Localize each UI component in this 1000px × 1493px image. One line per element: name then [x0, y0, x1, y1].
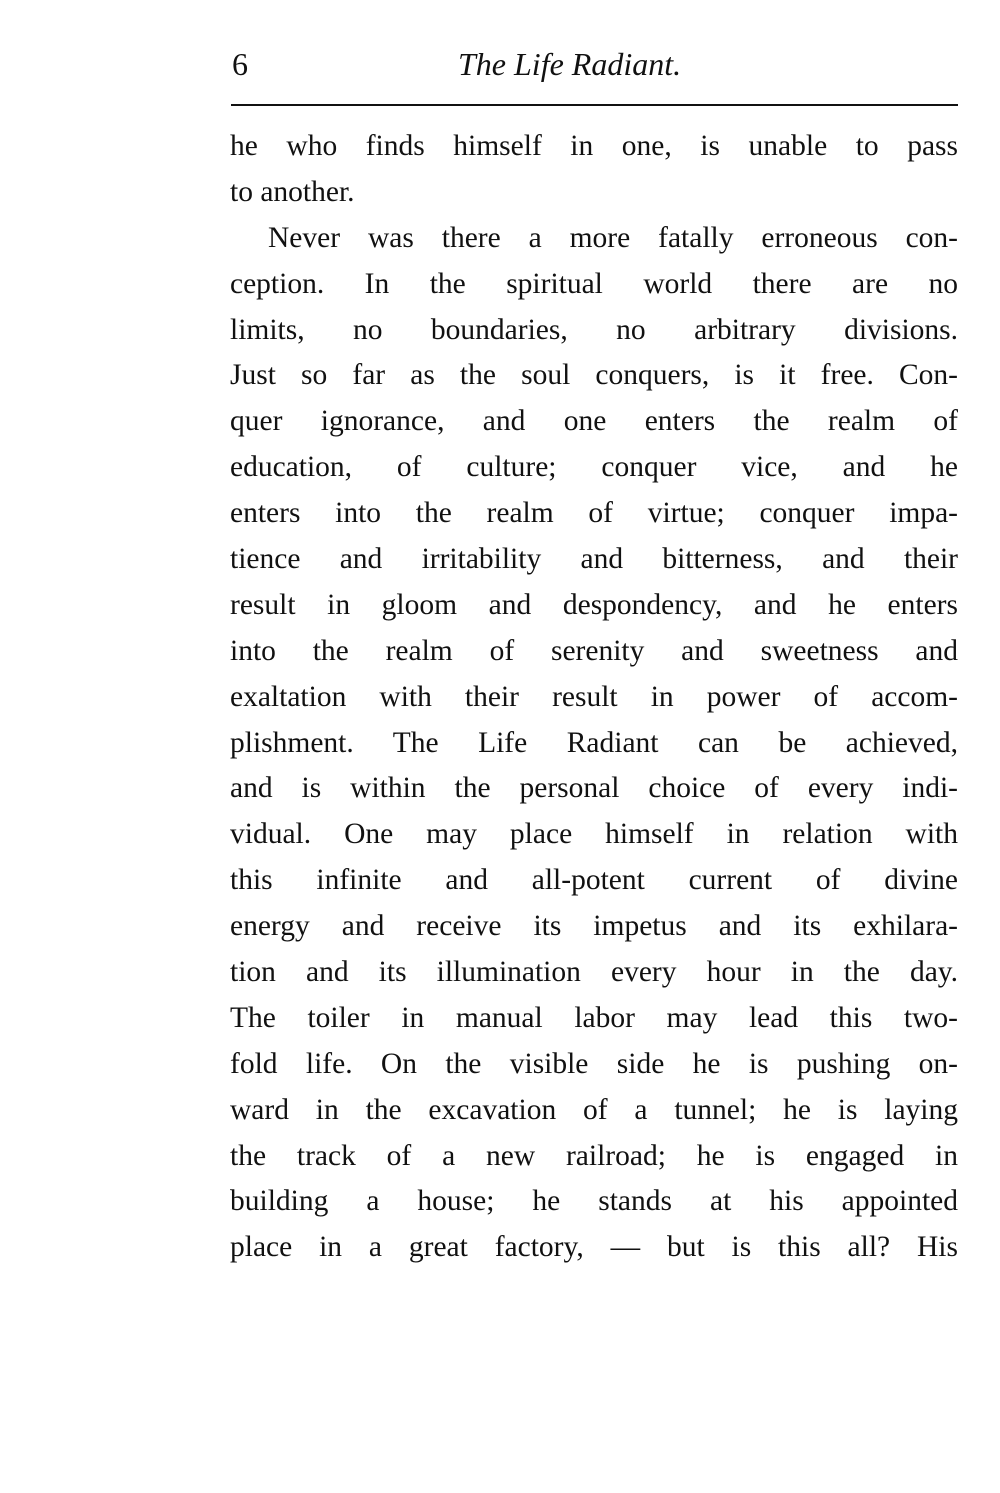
text-line: he who finds himself in one, is unable to pass: [230, 130, 958, 162]
text-line: into the realm of serenity and sweetness and: [230, 634, 958, 667]
body-text: [230, 124, 958, 1271]
text-line: ception. In the spiritual world there are no: [230, 267, 958, 300]
text-line: place in a great factory, — but is this all? His: [230, 1231, 958, 1264]
text-line: energy and receive its impetus and its exhilara-: [230, 910, 958, 943]
page-number: 6: [232, 46, 248, 82]
text-line: vidual. One may place himself in relation with: [230, 818, 958, 851]
text-line: tion and its illumination every hour in the day.: [230, 956, 958, 989]
text-line: plishment. The Life Radiant can be achieved,: [230, 726, 958, 759]
text-line: result in gloom and despondency, and he enters: [230, 588, 958, 621]
text-line: to another.: [230, 175, 355, 208]
running-title: The Life Radiant.: [458, 46, 682, 82]
text-line: building a house; he stands at his appointed: [230, 1185, 958, 1218]
text-line: limits, no boundaries, no arbitrary divisions.: [230, 313, 958, 346]
text-line: fold life. On the visible side he is pushing on-: [230, 1047, 958, 1080]
text-line: exaltation with their result in power of accom-: [230, 680, 958, 713]
text-line: quer ignorance, and one enters the realm of: [230, 405, 958, 438]
paragraph-2: [230, 216, 958, 1271]
text-line: the track of a new railroad; he is engaged in: [230, 1139, 958, 1172]
header-rule: [231, 104, 958, 106]
text-line: The toiler in manual labor may lead this two-: [230, 1001, 958, 1034]
text-line: this infinite and all-potent current of divine: [230, 864, 958, 897]
paragraph-1: [230, 124, 958, 216]
text-line: enters into the realm of virtue; conquer impa-: [230, 497, 958, 530]
text-line: tience and irritability and bitterness, and their: [230, 543, 958, 576]
text-line: Never was there a more fatally erroneous con-: [268, 221, 958, 254]
text-line: education, of culture; conquer vice, and he: [230, 451, 958, 484]
text-line: Just so far as the soul conquers, is it free. Con-: [230, 359, 958, 392]
text-line: and is within the personal choice of every indi-: [230, 772, 958, 805]
text-line: ward in the excavation of a tunnel; he is laying: [230, 1093, 958, 1126]
